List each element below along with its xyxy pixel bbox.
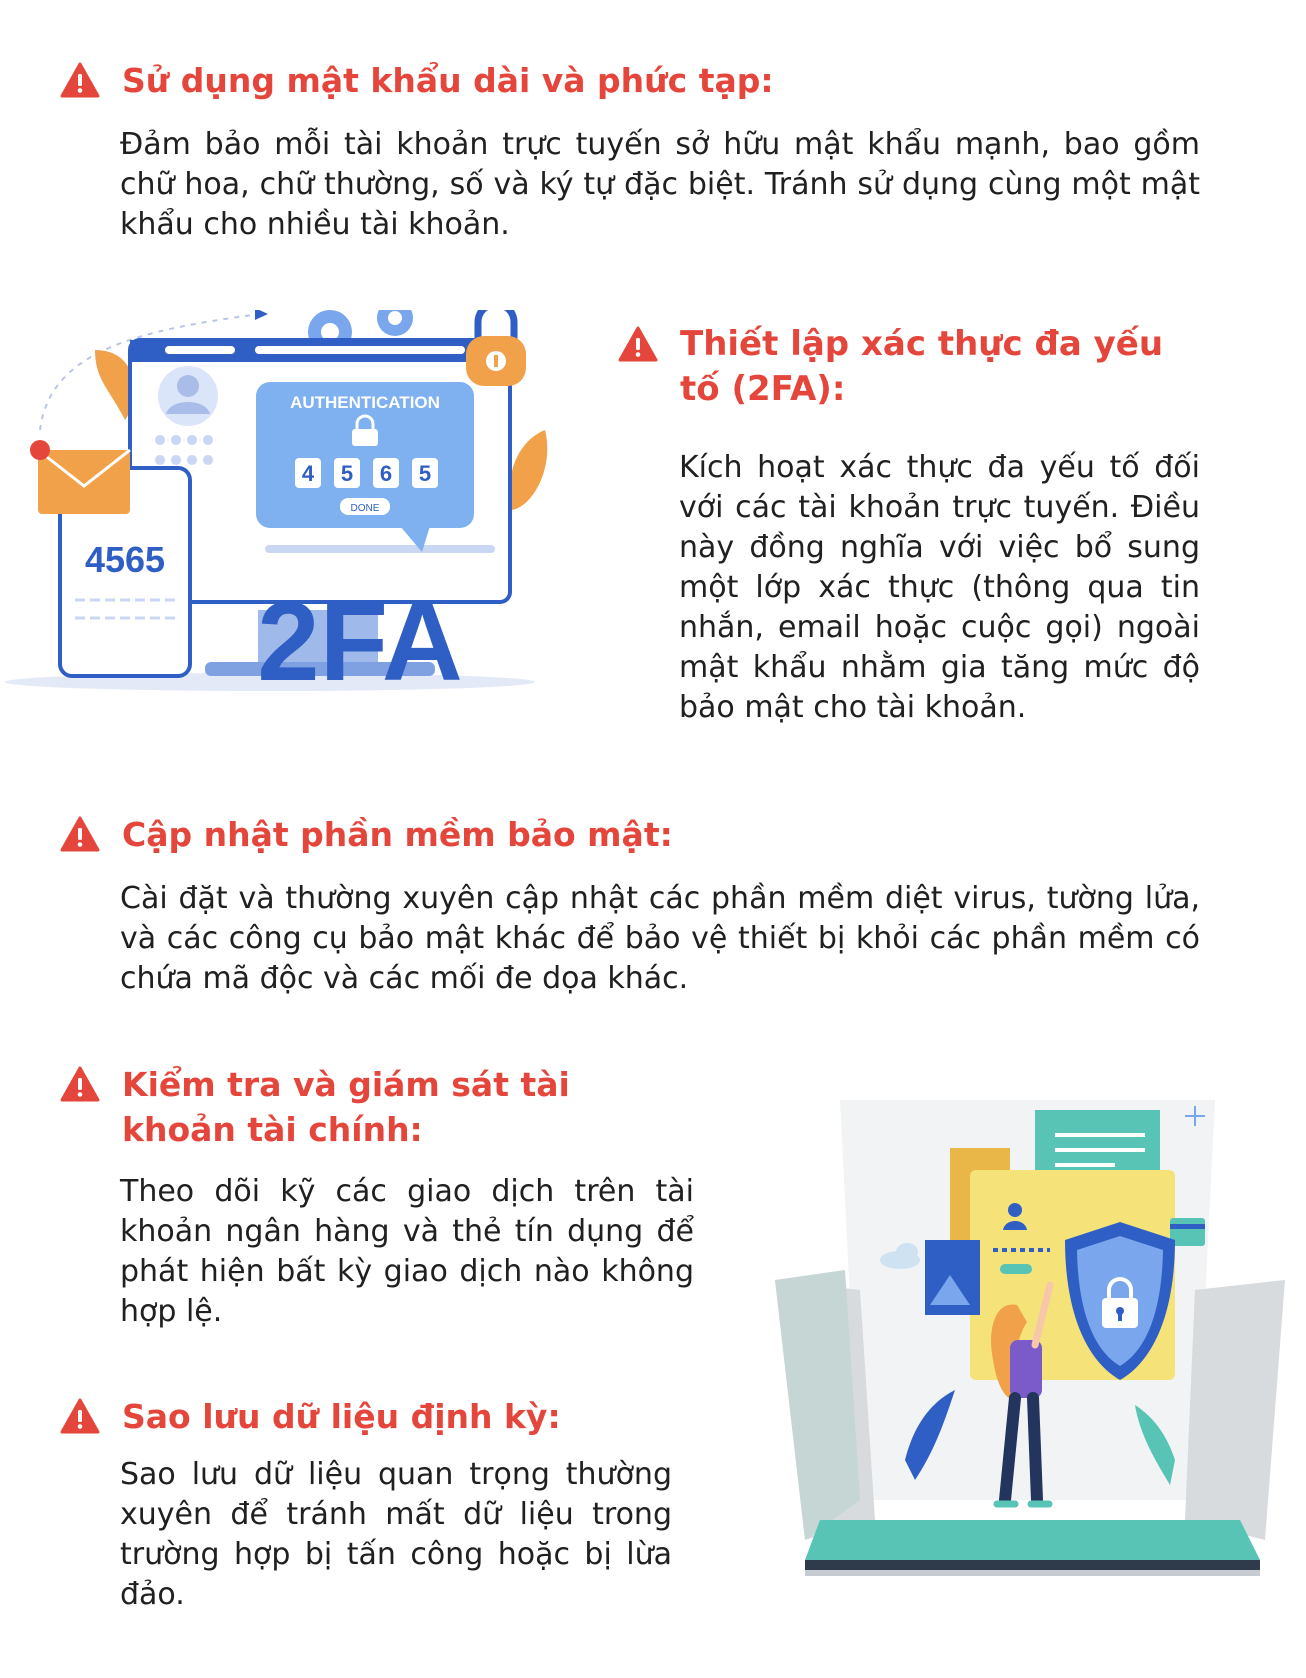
avatar-icon: [158, 366, 218, 426]
auth-panel-title: AUTHENTICATION: [290, 393, 440, 412]
done-button: DONE: [350, 503, 380, 514]
section-heading: [60, 1062, 694, 1152]
section-password: [60, 58, 1200, 245]
data-security-illustration: [765, 1100, 1295, 1580]
section-heading: [60, 1394, 672, 1439]
padlock-icon: [466, 310, 526, 386]
phone-code: 4565: [84, 539, 166, 580]
section-title: Kiểm tra và giám sát tài khoản tài chính:: [122, 1065, 570, 1149]
section-security-software: [60, 812, 1200, 999]
section-heading: [618, 322, 1200, 412]
auth-digit: 5: [340, 461, 354, 486]
section-body: Kích hoạt xác thực đa yếu tố đối với các tài khoản trực tuyến. Điều này đồng nghĩa với việc bổ sung một lớp xác thực (thông qua tin nhắn, email hoặc cuộc gọi) ngoài mật khẩu nhằm gia tăng mức độ bảo mật cho tài khoản.: [679, 450, 1200, 725]
two-fa-label: 2FA: [257, 579, 463, 704]
auth-digit: 5: [418, 461, 432, 486]
section-title: Sử dụng mật khẩu dài và phức tạp:: [122, 61, 774, 100]
credit-card-icon: [1170, 1218, 1205, 1246]
warning-triangle-icon: [60, 1066, 100, 1102]
section-title: Cập nhật phần mềm bảo mật:: [122, 815, 673, 854]
section-heading: [60, 58, 1200, 103]
section-title: Sao lưu dữ liệu định kỳ:: [122, 1397, 561, 1436]
warning-triangle-icon: [60, 1398, 100, 1434]
section-heading: [60, 812, 1200, 857]
warning-triangle-icon: [60, 816, 100, 852]
section-monitor-accounts: [60, 1062, 694, 1332]
section-body: Cài đặt và thường xuyên cập nhật các phần mềm diệt virus, tường lửa, và các công cụ bảo mật khác để bảo vệ thiết bị khỏi các phần mềm có chứa mã độc và các mối đe dọa khác.: [120, 881, 1200, 996]
section-2fa: [618, 322, 1200, 728]
warning-triangle-icon: [60, 62, 100, 98]
two-factor-illustration: [0, 310, 580, 740]
envelope-icon: [30, 440, 130, 514]
section-body: Đảm bảo mỗi tài khoản trực tuyến sở hữu mật khẩu mạnh, bao gồm chữ hoa, chữ thường, số và ký tự đặc biệt. Tránh sử dụng cùng một mật khẩu cho nhiều tài khoản.: [120, 127, 1200, 242]
section-backup: [60, 1394, 672, 1615]
warning-triangle-icon: [618, 326, 658, 362]
auth-digit: 4: [301, 461, 315, 486]
section-title: Thiết lập xác thực đa yếu tố (2FA):: [680, 324, 1164, 409]
section-body: Theo dõi kỹ các giao dịch trên tài khoản ngân hàng và thẻ tín dụng để phát hiện bất kỳ giao dịch nào không hợp lệ.: [120, 1174, 694, 1329]
section-body: Sao lưu dữ liệu quan trọng thường xuyên để tránh mất dữ liệu trong trường hợp bị tấn công hoặc bị lừa đảo.: [120, 1457, 672, 1612]
auth-digit: 6: [379, 461, 393, 486]
gear-icon: [377, 310, 413, 336]
